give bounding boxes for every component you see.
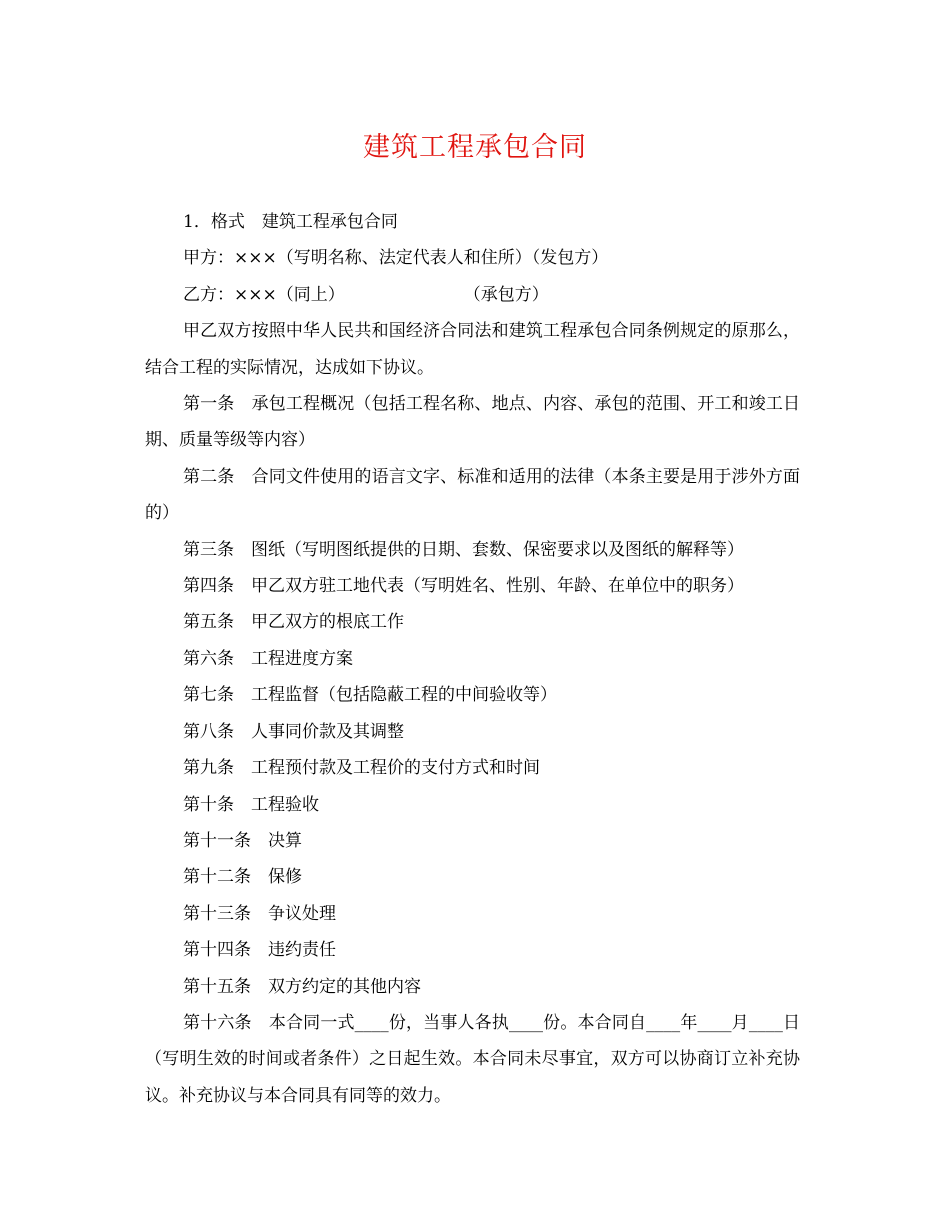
article-8: 第八条 人事同价款及其调整 xyxy=(183,721,404,742)
article-10: 第十条 工程验收 xyxy=(183,794,319,815)
article-5: 第五条 甲乙双方的根底工作 xyxy=(183,612,404,633)
document-title: 建筑工程承包合同 xyxy=(363,132,587,163)
article-1: 第一条 承包工程概况（包括工程名称、地点、内容、承包的范围、开工和竣工日期、质量等级等内容） xyxy=(145,394,800,451)
article-12: 第十二条 保修 xyxy=(183,867,302,888)
paragraph-party-b: 乙方：×××（同上） （承包方） xyxy=(183,284,549,305)
article-6: 第六条 工程进度方案 xyxy=(183,648,353,669)
article-15: 第十五条 双方约定的其他内容 xyxy=(183,976,421,997)
paragraph-party-a: 甲方：×××（写明名称、法定代表人和住所）（发包方） xyxy=(183,248,609,269)
article-3: 第三条 图纸（写明图纸提供的日期、套数、保密要求以及图纸的解释等） xyxy=(183,539,744,560)
article-2: 第二条 合同文件使用的语言文字、标准和适用的法律（本条主要是用于涉外方面的） xyxy=(145,466,800,524)
article-7: 第七条 工程监督（包括隐蔽工程的中间验收等） xyxy=(183,685,557,706)
paragraph-preamble: 甲乙双方按照中华人民共和国经济合同法和建筑工程承包合同条例规定的原那么，结合工程的实际情况，达成如下协议。 xyxy=(145,321,800,378)
document-body xyxy=(145,204,800,1114)
article-16: 第十六条 本合同一式____份，当事人各执____份。本合同自____年____月____日（写明生效的时间或者条件）之日起生效。本合同未尽事宜，双方可以协商订立补充协议。补充协议与本合同具有同等的效力。 xyxy=(145,1012,800,1106)
article-13: 第十三条 争议处理 xyxy=(183,903,336,924)
paragraph-format: 1．格式 建筑工程承包合同 xyxy=(183,212,398,232)
article-11: 第十一条 决算 xyxy=(183,830,302,851)
article-14: 第十四条 违约责任 xyxy=(183,940,336,961)
article-4: 第四条 甲乙双方驻工地代表（写明姓名、性别、年龄、在单位中的职务） xyxy=(183,576,744,597)
article-9: 第九条 工程预付款及工程价的支付方式和时间 xyxy=(183,758,540,779)
